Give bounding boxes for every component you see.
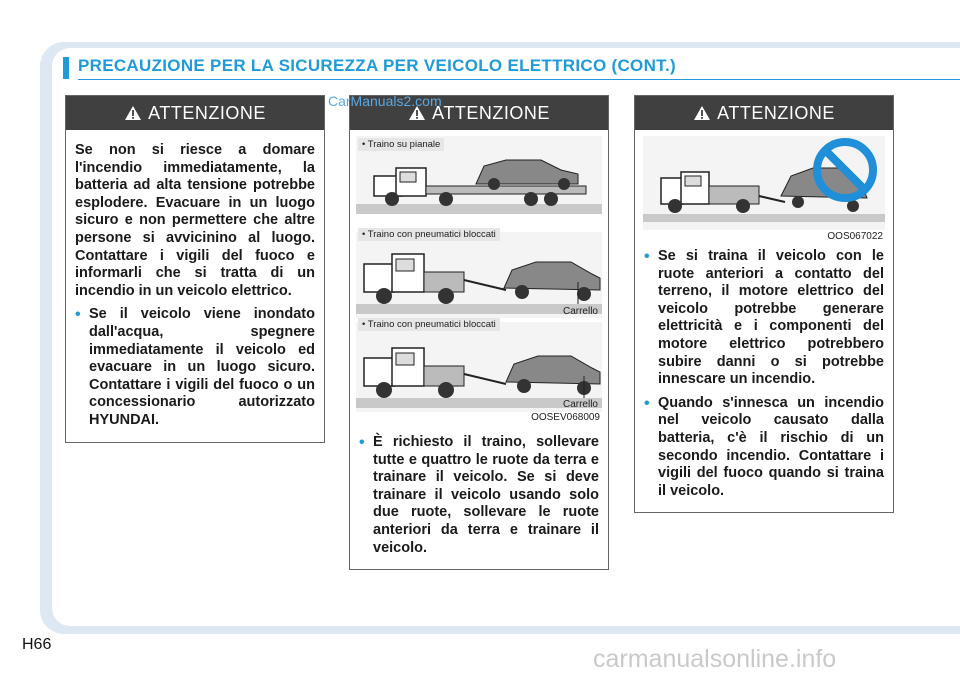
warning-box-1 [65,95,325,443]
warning-box-3 [634,95,894,513]
page-title: PRECAUZIONE PER LA SICUREZZA PER VEICOLO ELETTRICO (CONT.) [78,56,676,75]
figure-label-wheel-lift-1: • Traino con pneumatici bloccati [358,228,500,241]
watermark-top: CarManuals2.com [328,93,442,109]
warning-bullet-1: • Se il veicolo viene inondato dall'acqua, spegnere immediatamente il veicolo ed evacuare in un luogo sicuro. Contattare i vigili del fuoco o un concessionario autorizzato HYUNDAI. [75,306,315,429]
warning-header-1 [66,96,324,130]
prohibited-tow-illustration [643,136,885,230]
figure-label-flatbed: • Traino su pianale [358,138,444,151]
warning-header-3 [635,96,893,130]
page-number: H66 [22,636,52,653]
warning-heading-2: ATTENZIONE [432,102,550,123]
dolly-label-2: Carrello [562,399,598,410]
title-accent-bar [63,57,69,79]
title-underline [78,79,960,80]
warning-box-2 [349,95,609,570]
dolly-label-1: Carrello [562,306,598,317]
prohibited-tow-figure [643,136,885,244]
warning-heading-3: ATTENZIONE [717,102,835,123]
figure-label-wheel-lift-2: • Traino con pneumatici bloccati [358,318,500,331]
warning-triangle-icon [693,105,711,121]
warning-bullet-2: • È richiesto il traino, sollevare tutte e quattro le ruote da terra e trainare il veicolo. Se si deve trainare il veicolo usando solo due ruote, sollevare le ruote anteriori da terra e trainare il veicolo. [359,434,599,557]
figure-code-3: OOS067022 [827,231,883,242]
figure-code-2: OOSEV068009 [531,412,600,423]
warning-bullet-3a: • Se si traina il veicolo con le ruote anteriori a contatto del terreno, il motore elettrico del veicolo potrebbe generare elettricità e i componenti del motore elettrico potrebbero subire danni o si potrebbe innescare un incendio. [644,248,884,389]
towing-figure [356,136,602,426]
warning-heading-1: ATTENZIONE [148,102,266,123]
watermark-bottom: carmanualsonline.info [593,645,837,673]
warning-triangle-icon [124,105,142,121]
warning-paragraph-1: Se non si riesce a domare l'incendio immediatamente, la batteria ad alta tensione potrebbe esplodere. Evacuare in un luogo sicuro e non permettere che altre persone si avvicinino al luogo. Contattare i vigili del fuoco e informarli che si tratta di un incendio in un veicolo elettrico. [75,142,315,299]
warning-bullet-3b: • Quando s'innesca un incendio nel veicolo causato dalla batteria, c'è il rischio di un secondo incendio. Contattare i vigili del fuoco quando si traina il veicolo. [644,395,884,501]
